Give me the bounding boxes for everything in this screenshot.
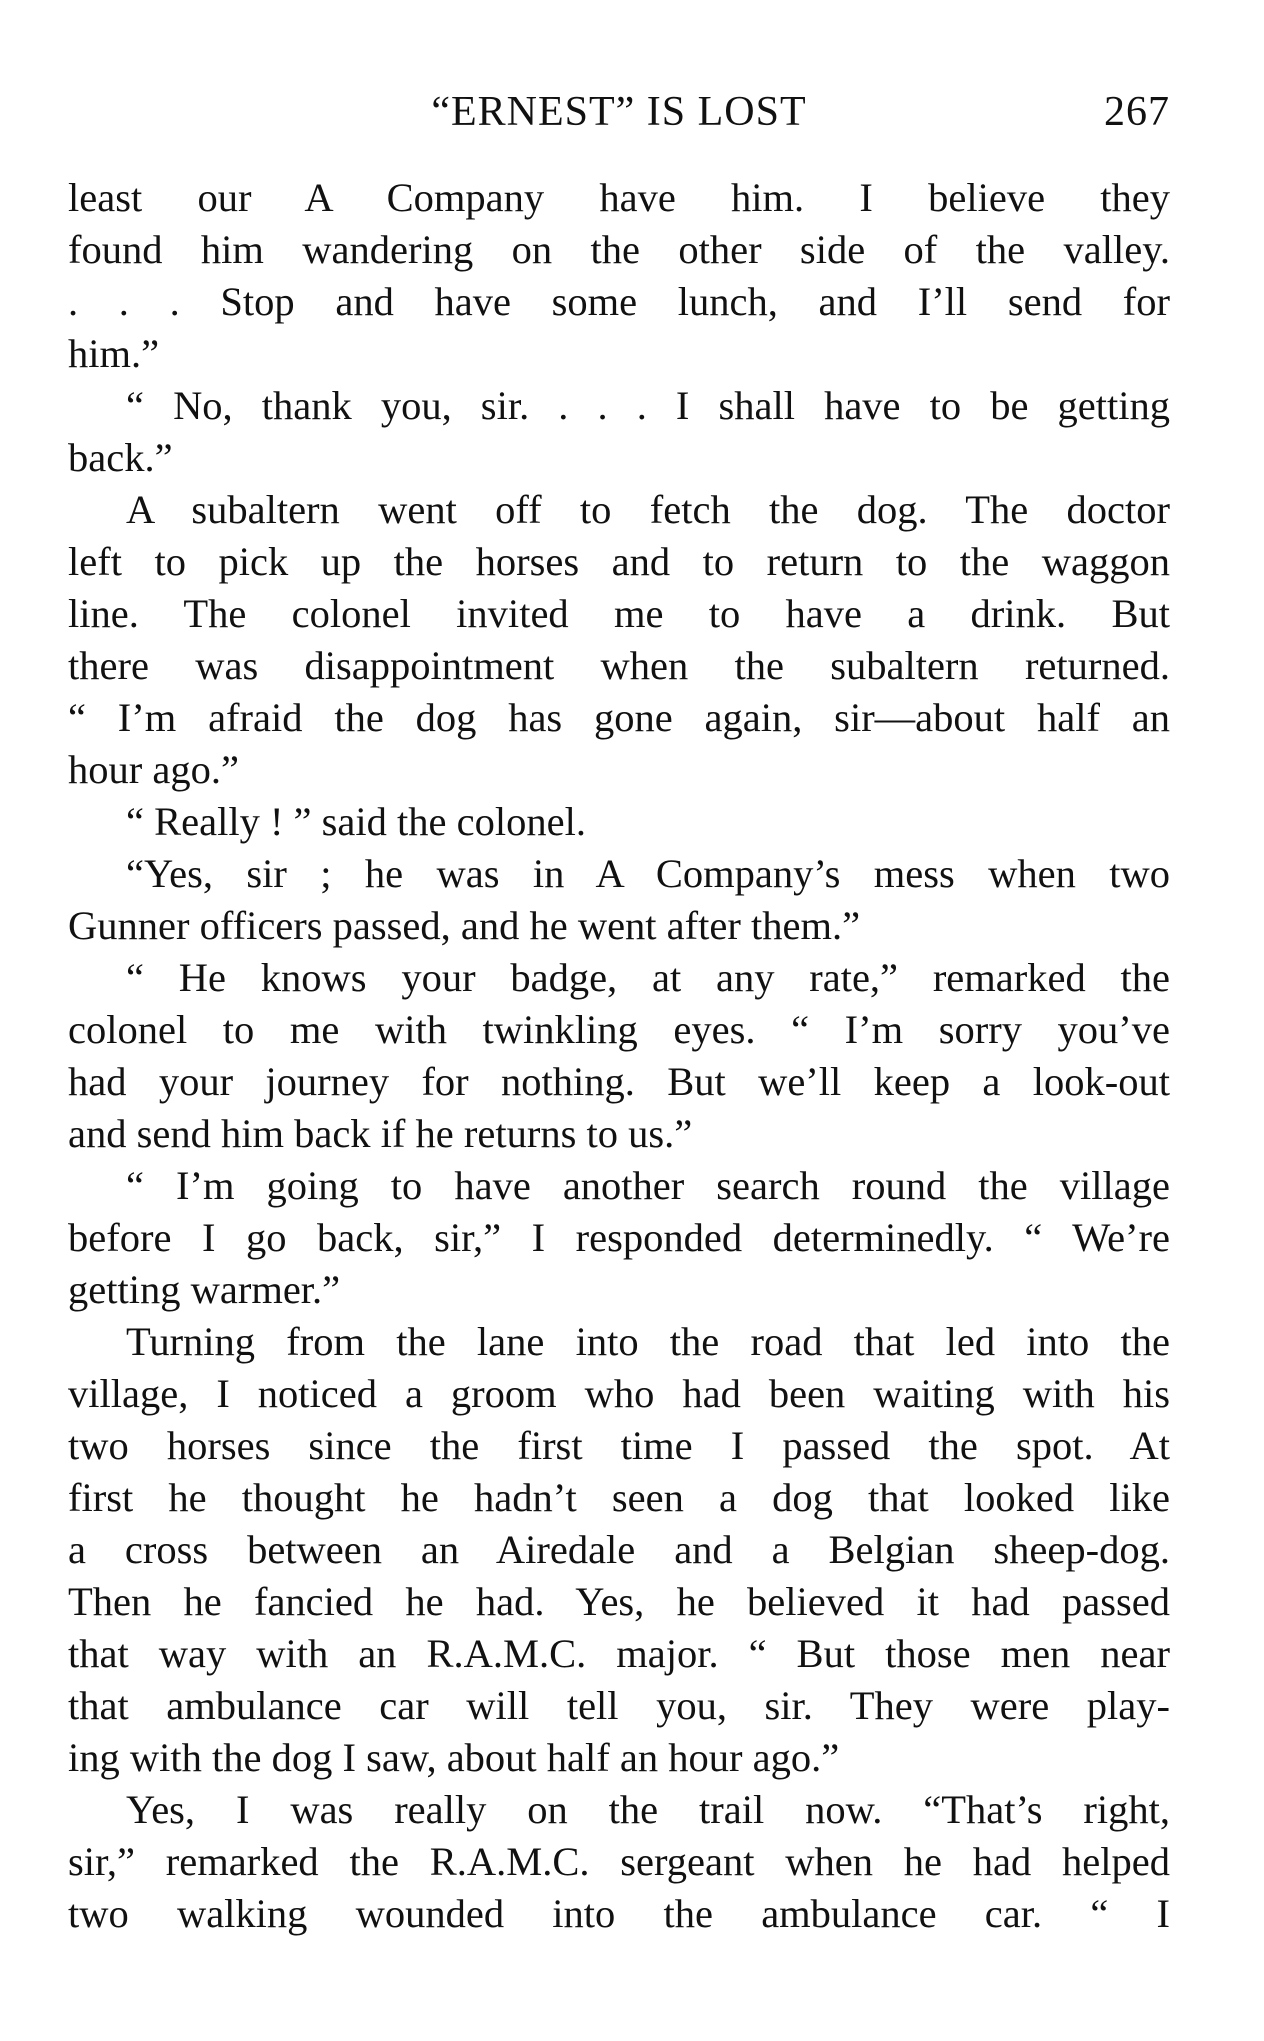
text-line: Gunner officers passed, and he went after them.” <box>68 903 861 948</box>
text-line: village, I noticed a groom who had been waiting with his <box>68 1371 1170 1416</box>
text-line: before I go back, sir,” I responded determinedly. “ We’re <box>68 1215 1170 1260</box>
text-line: back.” <box>68 435 173 480</box>
text-line: left to pick up the horses and to return to the waggon <box>68 539 1170 584</box>
text-line: two horses since the first time I passed the spot. At <box>68 1423 1170 1468</box>
text-line: found him wandering on the other side of the valley. <box>68 227 1170 272</box>
text-line: A subaltern went off to fetch the dog. The doctor <box>126 487 1170 532</box>
text-line: first he thought he hadn’t seen a dog that looked like <box>68 1475 1170 1520</box>
text-line: there was disappointment when the subaltern returned. <box>68 643 1170 688</box>
text-line: colonel to me with twinkling eyes. “ I’m sorry you’ve <box>68 1007 1170 1052</box>
book-page <box>68 88 1170 1940</box>
text-line: a cross between an Airedale and a Belgian sheep-dog. <box>68 1527 1170 1572</box>
body-text <box>68 172 1170 1940</box>
text-line: ing with the dog I saw, about half an hour ago.” <box>68 1735 840 1780</box>
text-line: Yes, I was really on the trail now. “That’s right, <box>126 1787 1170 1832</box>
text-line: “ He knows your badge, at any rate,” remarked the <box>126 955 1170 1000</box>
text-line: Turning from the lane into the road that led into the <box>126 1319 1170 1364</box>
text-line: “ No, thank you, sir. . . . I shall have to be getting <box>126 383 1170 428</box>
text-line: “ Really ! ” said the colonel. <box>126 799 586 844</box>
text-line: “Yes, sir ; he was in A Company’s mess when two <box>126 851 1170 896</box>
running-title: “ERNEST” IS LOST <box>431 89 807 135</box>
text-line: “ I’m afraid the dog has gone again, sir—about half an <box>68 695 1170 740</box>
text-line: line. The colonel invited me to have a drink. But <box>68 591 1170 636</box>
text-line: and send him back if he returns to us.” <box>68 1111 693 1156</box>
page-header <box>68 88 1170 150</box>
text-line: that way with an R.A.M.C. major. “ But those men near <box>68 1631 1170 1676</box>
text-line: Then he fancied he had. Yes, he believed it had passed <box>68 1579 1170 1624</box>
text-line: getting warmer.” <box>68 1267 341 1312</box>
text-line: . . . Stop and have some lunch, and I’ll send for <box>68 279 1170 324</box>
text-line: least our A Company have him. I believe they <box>68 175 1170 220</box>
text-line: sir,” remarked the R.A.M.C. sergeant when he had helped <box>68 1839 1170 1884</box>
text-line: “ I’m going to have another search round the village <box>126 1163 1170 1208</box>
text-line: hour ago.” <box>68 747 239 792</box>
page-number: 267 <box>1104 89 1170 135</box>
text-line: had your journey for nothing. But we’ll keep a look-out <box>68 1059 1170 1104</box>
text-line: two walking wounded into the ambulance car. “ I <box>68 1891 1170 1936</box>
text-line: that ambulance car will tell you, sir. They were play- <box>68 1683 1170 1728</box>
text-line: him.” <box>68 331 160 376</box>
